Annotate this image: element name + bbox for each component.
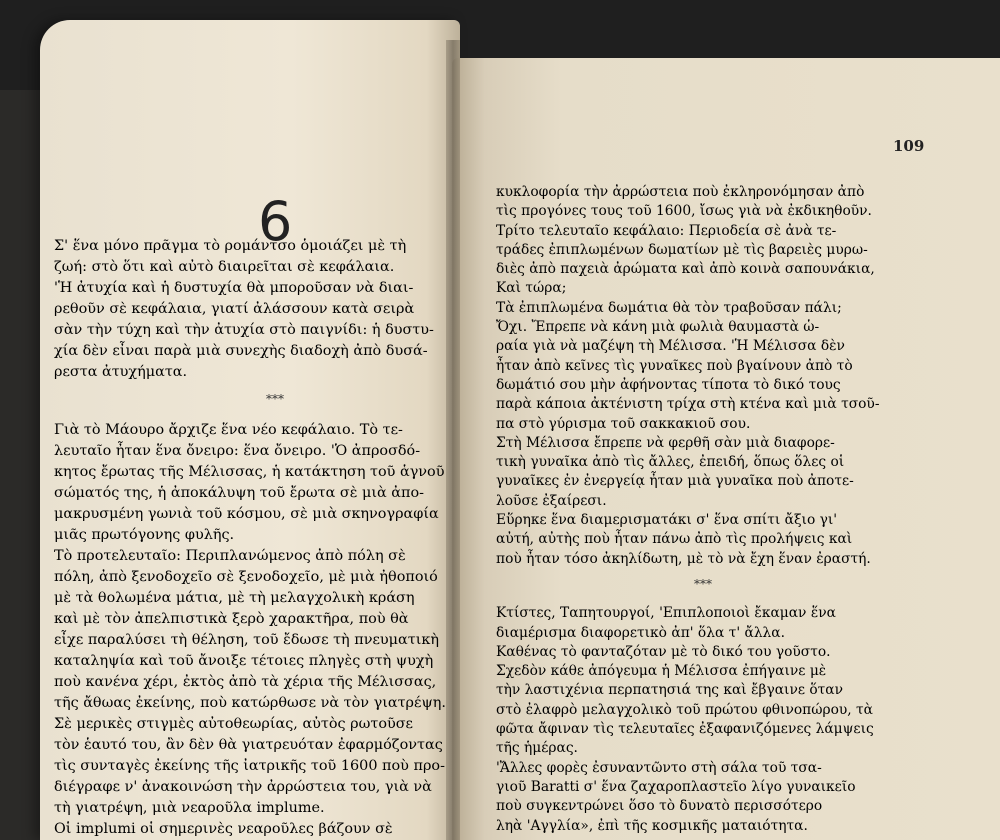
text-line: τράδες ἐπιπλωμένων δωματίων μὲ τὶς βαρειὲς μυρω- — [496, 241, 868, 258]
text-line: τὶς συνταγὲς ἐκείνης τῆς ἰατρικῆς τοῦ 1600 ποὺ προ- — [54, 758, 445, 774]
text-line: ἦταν ἀπὸ κεῖνες τὶς γυναῖκες ποὺ βγαίνουν ἀπὸ τὸ — [496, 357, 853, 374]
text-line: ζωή: στὸ ὅτι καὶ αὐτὸ διαιρεῖται σὲ κεφάλαια. — [54, 259, 395, 275]
text-line: Γιὰ τὸ Μάουρο ἄρχιζε ἕνα νέο κεφάλαιο. Τὸ τε- — [54, 422, 403, 438]
text-line: 'Ἡ ἀτυχία καὶ ἡ δυστυχία θὰ μποροῦσαν νὰ διαι- — [54, 280, 414, 296]
text-line: πα στὸ γύρισμα τοῦ σακκακιοῦ σου. — [496, 415, 751, 432]
text-line: παρὰ κάποια ἀκτένιστη τρίχα στὴ κτένα καὶ μιὰ τσοῦ- — [496, 396, 880, 413]
text-line: καὶ μὲ τὸν ἀπελπιστικὰ ξερὸ χαρακτῆρα, ποὺ θὰ — [54, 611, 409, 627]
text-line: τῆς ἡμέρας. — [496, 740, 578, 757]
section-separator: *** — [266, 392, 284, 406]
text-line: Στὴ Μέλισσα ἔπρεπε νὰ φερθῆ σὰν μιὰ διαφορε- — [496, 434, 835, 451]
text-line: Κτίστες, Ταπητουργοί, 'Επιπλοποιοὶ ἔκαμαν ἕνα — [496, 605, 836, 622]
text-line: στὸ ἐλαφρὸ μελαγχολικὸ τοῦ πρώτου φθινοπώρου, τὰ — [496, 701, 873, 718]
text-line: Καὶ τώρα; — [496, 280, 567, 297]
text-line: εἶχε παραλύσει τὴ θέληση, τοῦ ἔδωσε τὴ πνευματικὴ — [54, 632, 439, 648]
page-number: 109 — [893, 137, 925, 155]
text-line: διέγραφε ν' ἀνακοινώση τὴν ἀρρώστεια του, γιὰ νὰ — [54, 779, 432, 795]
text-line: Ὄχι. Ἔπρεπε νὰ κάνη μιὰ φωλιὰ θαυμαστὰ ὡ- — [496, 319, 820, 336]
text-line: ποὺ ἦταν τόσο ἀκηλίδωτη, μὲ τὸ νὰ ἔχη ἕναν ἐραστή. — [496, 550, 871, 567]
text-line: 'Ἄλλες φορὲς ἐσυναντῶντο στὴ σάλα τοῦ τσα- — [496, 759, 822, 776]
text-line: μακρυσμένη γωνιὰ τοῦ κόσμου, σὲ μιὰ σκηνογραφία — [54, 506, 439, 522]
text-line: διὲς ἀπὸ παχειὰ ἀρώματα καὶ ἀπὸ κοινὰ σαπουνάκια, — [496, 261, 875, 278]
text-line: Εὕρηκε ἕνα διαμερισματάκι σ' ἕνα σπίτι ἄξιο γι' — [496, 512, 838, 529]
text-line: αὐτή, αὐτὴς ποὺ ἦταν πάνω ἀπὸ τὶς προλήψεις καὶ — [496, 531, 853, 548]
text-line: πόλη, ἀπὸ ξενοδοχεῖο σὲ ξενοδοχεῖο, μὲ μιὰ ἠθοποιό — [54, 569, 438, 585]
text-line: κητος ἔρωτας τῆς Μέλισσας, ἡ κατάκτηση τοῦ ἁγνοῦ — [54, 464, 445, 480]
left-page-text — [54, 236, 454, 840]
text-line: Σὲ μερικὲς στιγμὲς αὐτοθεωρίας, αὐτὸς ρωτοῦσε — [54, 716, 414, 732]
text-line: σώματός της, ἡ ἀποκάλυψη τοῦ ἔρωτα σὲ μιὰ ἀπο- — [54, 485, 425, 501]
text-line: δωμάτιό σου μὴν ἀφήνοντας τίποτα τὸ δικό τους — [496, 376, 841, 393]
text-line: μὲ τὰ θολωμένα μάτια, μὲ τὴ μελαγχολικὴ κράση — [54, 590, 415, 606]
text-line: κυκλοφορία τὴν ἀρρώστεια ποὺ ἐκληρονόμησαν ἀπὸ — [496, 184, 865, 200]
text-line: Τὸ προτελευταῖο: Περιπλανώμενος ἀπὸ πόλη σὲ — [54, 548, 406, 564]
text-line: λοῦσε ἐξαίρεσι. — [496, 492, 607, 509]
text-line: τὴν λαστιχένια περπατησιά της καὶ ἔβγαινε ὅταν — [496, 682, 844, 699]
text-line: γιοῦ Baratti σ' ἕνα ζαχαροπλαστεῖο λίγο γυναικεῖο — [496, 778, 856, 795]
text-line: ποὺ συγκεντρώνει ὅσο τὸ δυνατὸ περισσότερο — [496, 798, 823, 815]
text-line: Τὰ ἐπιπλωμένα δωμάτια θὰ τὸν τραβοῦσαν πάλι; — [496, 299, 842, 316]
text-line: τὸν ἑαυτό του, ἂν δὲν θὰ γιατρευόταν ἐφαρμόζοντας — [54, 737, 443, 753]
text-line: τικὴ γυναῖκα ἀπὸ τὶς ἄλλες, ἐπειδή, ὅπως ὅλες οἱ — [496, 454, 845, 471]
text-line: γυναῖκες ἐν ἐνεργείᾳ ἦταν μιὰ γυναῖκα ποὺ ἀποτε- — [496, 473, 854, 490]
text-line: τὶς προγόνες τους τοῦ 1600, ἴσως γιὰ νὰ ἐκδικηθοῦν. — [496, 203, 872, 220]
text-line: τὴ γιατρέψη, μιὰ νεαροῦλα implume. — [54, 800, 325, 816]
text-line: φῶτα ἄφιναν τὶς τελευταῖες ἐξαφανιζόμενες λάμψεις — [496, 721, 874, 738]
chapter-number: 6 — [258, 190, 293, 253]
text-line: λευταῖο ἦταν ἕνα ὄνειρο: ἕνα ὄνειρο. 'Ὁ ἀπροσδό- — [54, 443, 421, 459]
text-line: ρεστα ἀτυχήματα. — [54, 364, 188, 380]
text-line: καταληψία καὶ τοῦ ἄνοιξε τέτοιες πληγὲς στὴ ψυχὴ — [54, 653, 434, 669]
text-line: Σχεδὸν κάθε ἀπόγευμα ἡ Μέλισσα ἐπήγαινε μὲ — [496, 663, 827, 680]
text-line: διαμέρισμα διαφορετικὸ ἀπ' ὅλα τ' ἄλλα. — [496, 624, 786, 641]
text-line: ληὰ 'Αγγλία», ἐπὶ τῆς κοσμικῆς ματαιότητα. — [496, 817, 808, 834]
text-line: Τρίτο τελευταῖο κεφάλαιο: Περιοδεία σὲ ἀνὰ τε- — [496, 222, 837, 239]
text-line: Σ' ἕνα μόνο πρᾶγμα τὸ ρομάντσο ὁμοιάζει μὲ τὴ — [54, 238, 407, 254]
text-line: Καθένας τὸ φανταζόταν μὲ τὸ δικό του γοῦστο. — [496, 643, 831, 660]
text-line: ποὺ κανένα χέρι, ἐκτὸς ἀπὸ τὰ χέρια τῆς Μέλισσας, — [54, 674, 437, 690]
text-line: Οἱ implumi οἱ σημερινὲς νεαροῦλες βάζουν σὲ — [54, 821, 393, 837]
text-line: μιᾶς πρωτόγονης φυλῆς. — [54, 527, 235, 543]
text-line: ραία γιὰ νὰ μαζέψη τὴ Μέλισσα. 'Ἡ Μέλισσα δὲν — [496, 338, 845, 355]
section-separator: *** — [694, 576, 712, 591]
text-line: σὰν τὴν τύχη καὶ τὴν ἀτυχία στὸ παιγνίδι: ἡ δυστυ- — [54, 322, 434, 338]
text-line: χία δὲν εἶναι παρὰ μιὰ συνεχὴς διαδοχὴ ἀπὸ δυσά- — [54, 343, 428, 359]
text-line: τῆς ἄθωας ἐκείνης, ποὺ κατώρθωσε νὰ τὸν γιατρέψη. — [54, 695, 446, 711]
text-line: ρεθοῦν σὲ κεφάλαια, γιατί ἀλάσσουν κατὰ σειρὰ — [54, 301, 415, 317]
right-page-text — [496, 183, 926, 836]
